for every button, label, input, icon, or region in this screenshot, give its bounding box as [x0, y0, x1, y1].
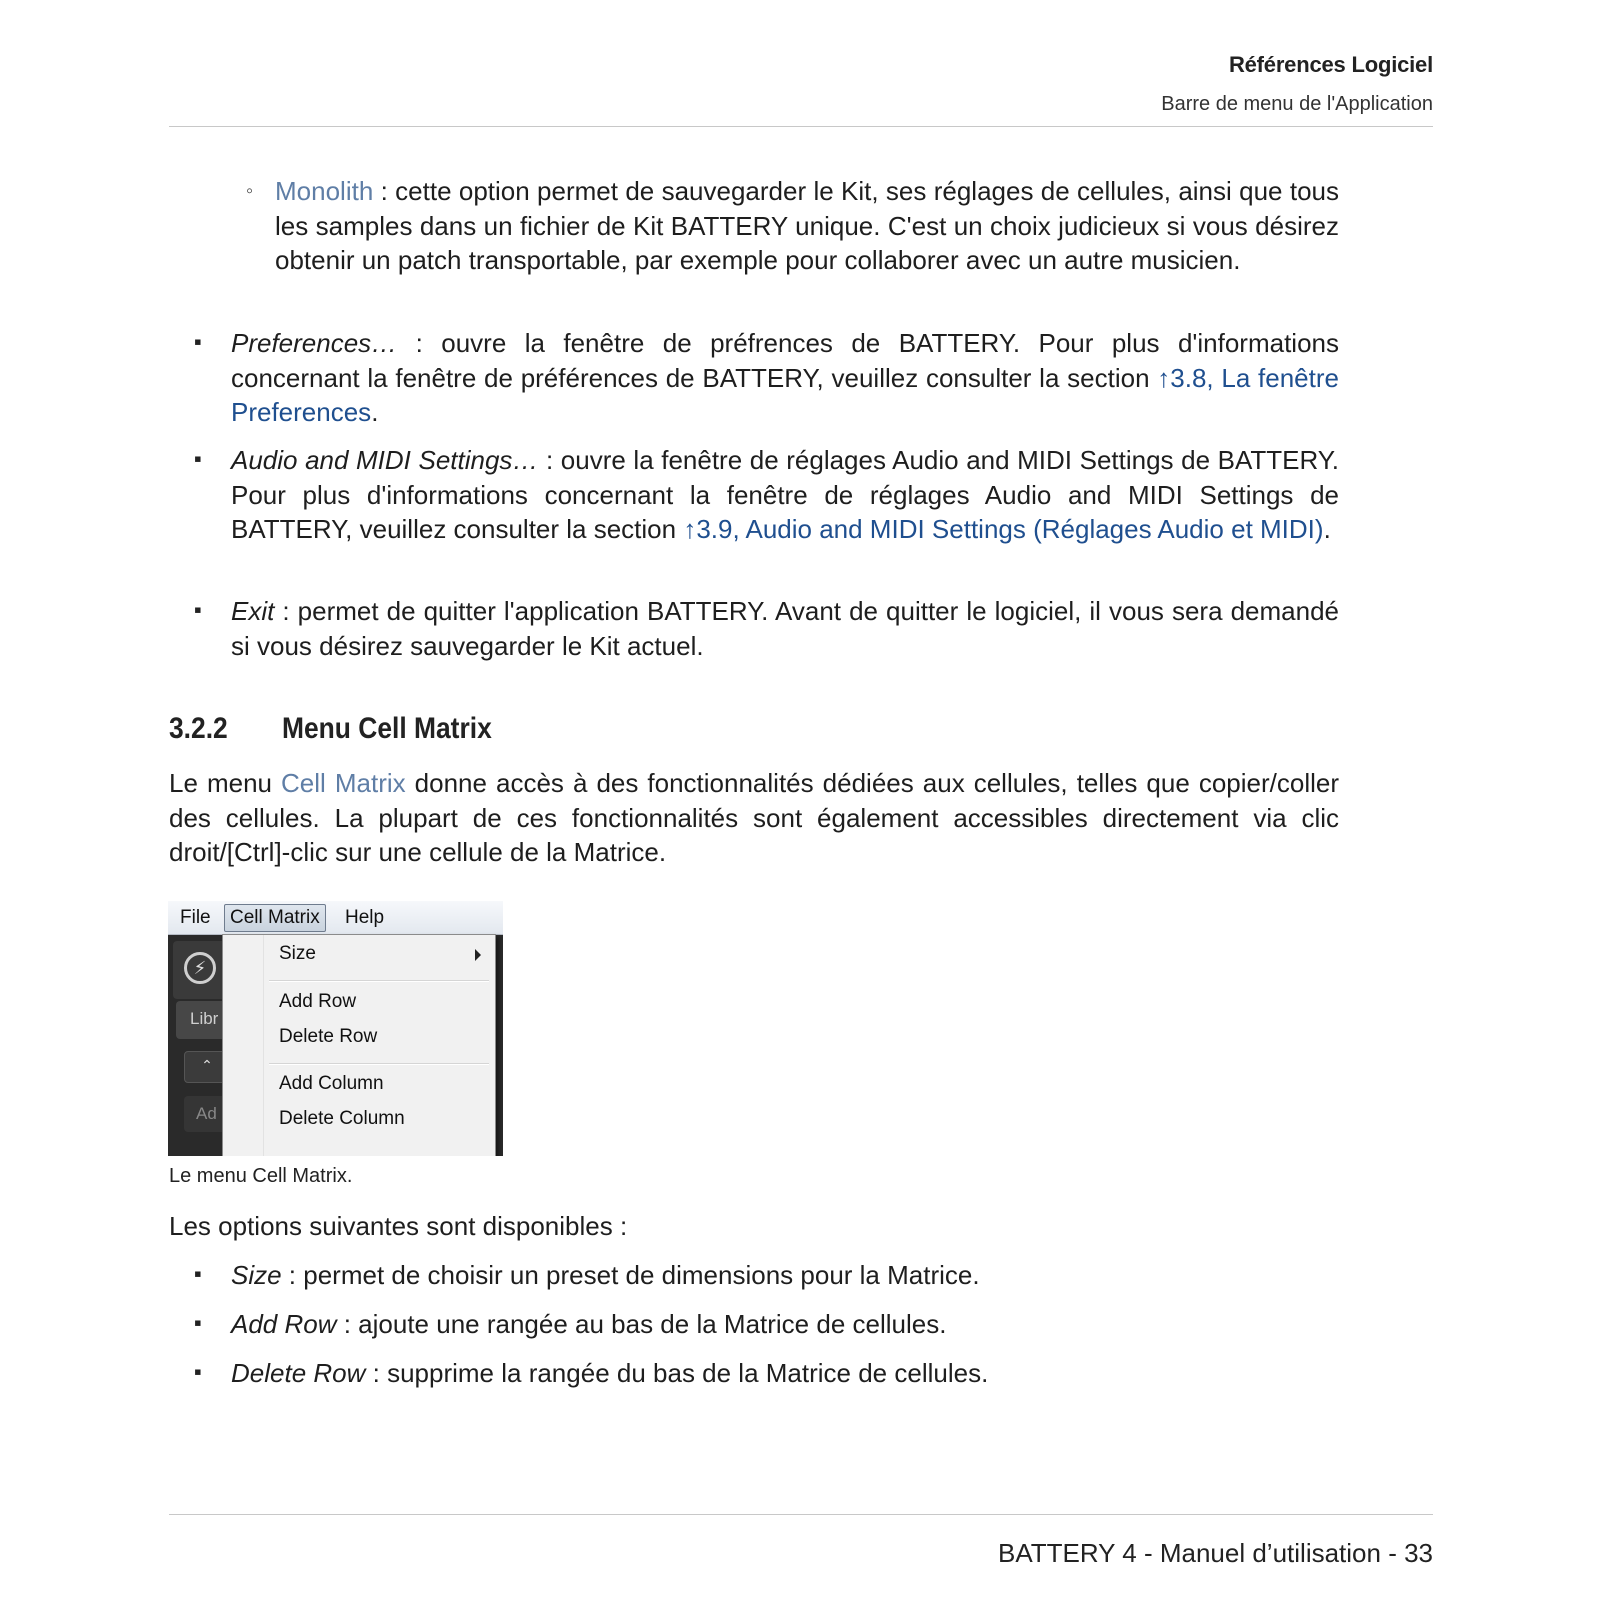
option-delete-row: [231, 1356, 988, 1391]
intro-term: Cell Matrix: [281, 768, 406, 798]
option-add-row-text: : ajoute une rangée au bas de la Matrice de cellules.: [336, 1309, 947, 1339]
footer-divider: [169, 1514, 1433, 1515]
audio-midi-end: .: [1323, 514, 1331, 544]
add-button-label: Ad: [196, 1104, 217, 1123]
bullet-marker: ▪: [194, 1261, 202, 1286]
figure-caption: Le menu Cell Matrix.: [169, 1165, 353, 1187]
section-title: Menu Cell Matrix: [282, 712, 492, 745]
cell-matrix-menu-screenshot: [168, 901, 503, 1156]
bullet-marker: ▪: [194, 446, 202, 471]
option-size-term: Size: [231, 1260, 282, 1290]
submenu-arrow-icon: [475, 949, 481, 961]
option-delete-row-term: Delete Row: [231, 1358, 366, 1388]
menu-cell-matrix[interactable]: Cell Matrix: [224, 904, 326, 932]
menu-file[interactable]: File: [180, 907, 211, 928]
intro-after: donne accès à des fonctionnalités dédiées aux cellules, telles que copier/coller des cellules. La plupart de ces fonctionnalités sont également accessibles directement via clic droit/[Ctrl]-clic sur une cellule de la Matrice.: [169, 768, 1340, 867]
options-intro: Les options suivantes sont disponibles :: [169, 1211, 628, 1241]
preferences-term: Preferences…: [231, 328, 398, 358]
bullet-marker: ▪: [194, 1310, 202, 1335]
header-divider: [169, 126, 1433, 127]
menu-item-delete-column[interactable]: Delete Column: [279, 1108, 405, 1129]
bullet-marker: ▪: [194, 1359, 202, 1384]
section-number: 3.2.2: [169, 712, 228, 745]
power-icon: ⚡: [184, 952, 216, 984]
bullet-marker: ▪: [194, 329, 202, 354]
chevron-up-icon: ⌃: [184, 1051, 230, 1083]
audio-midi-paragraph: [231, 443, 1339, 547]
intro-before: Le menu: [169, 768, 282, 798]
exit-text: : permet de quitter l'application BATTERY. Avant de quitter le logiciel, il vous sera demandé si vous désirez sauvegarder le Kit actuel.: [231, 596, 1339, 661]
preferences-text: : ouvre la fenêtre de préfrences de BATTERY. Pour plus d'informations concernant la fenêtre de préférences de BATTERY, veuillez consulter la section: [231, 328, 1339, 393]
intro-paragraph: [169, 766, 1339, 870]
monolith-term: Monolith: [275, 176, 374, 206]
option-delete-row-text: : supprime la rangée du bas de la Matrice de cellules.: [365, 1358, 989, 1388]
audio-midi-term: Audio and MIDI Settings…: [231, 445, 539, 475]
audio-midi-section-link[interactable]: ↑3.9, Audio and MIDI Settings (Réglages Audio et MIDI): [683, 514, 1324, 544]
page-footer: BATTERY 4 - Manuel d’utilisation - 33: [998, 1538, 1433, 1568]
menu-help[interactable]: Help: [345, 907, 385, 928]
option-add-row-term: Add Row: [231, 1309, 337, 1339]
menu-icon-gutter: [223, 935, 264, 1156]
cell-matrix-dropdown: [222, 934, 496, 1156]
monolith-paragraph: [275, 174, 1339, 278]
sub-bullet-marker: ◦: [246, 180, 254, 202]
menu-item-size[interactable]: Size: [279, 943, 316, 964]
exit-term: Exit: [231, 596, 275, 626]
menu-item-add-row[interactable]: Add Row: [279, 991, 357, 1012]
bullet-marker: ▪: [194, 597, 202, 622]
audio-midi-text: : ouvre la fenêtre de réglages Audio and MIDI Settings de BATTERY. Pour plus d'informations concernant la fenêtre de réglages Audio and MIDI Settings de BATTERY, veuillez consulter la section: [231, 445, 1339, 544]
menu-separator: [269, 1063, 489, 1065]
option-size-text: : permet de choisir un preset de dimensions pour la Matrice.: [281, 1260, 980, 1290]
preferences-end: .: [371, 397, 379, 427]
option-size: [231, 1258, 980, 1293]
library-tab-label: Libr: [190, 1009, 219, 1028]
running-header-title: Références Logiciel: [1228, 52, 1433, 77]
menu-bar: [168, 901, 503, 935]
monolith-text: : cette option permet de sauvegarder le Kit, ses réglages de cellules, ainsi que tous les samples dans un fichier de Kit BATTERY unique. C'est un choix judicieux si vous désirez obtenir un patch transportable, par exemple pour collaborer avec un autre musicien.: [275, 176, 1339, 275]
option-add-row: [231, 1307, 946, 1342]
preferences-paragraph: [231, 326, 1339, 430]
menu-separator: [269, 980, 489, 982]
running-header-subtitle: Barre de menu de l'Application: [1161, 93, 1433, 115]
exit-paragraph: [231, 594, 1339, 663]
menu-item-add-column[interactable]: Add Column: [279, 1073, 384, 1094]
menu-item-delete-row[interactable]: Delete Row: [279, 1026, 378, 1047]
preferences-section-link[interactable]: ↑3.8, La fenêtre Preferences: [231, 362, 1339, 427]
